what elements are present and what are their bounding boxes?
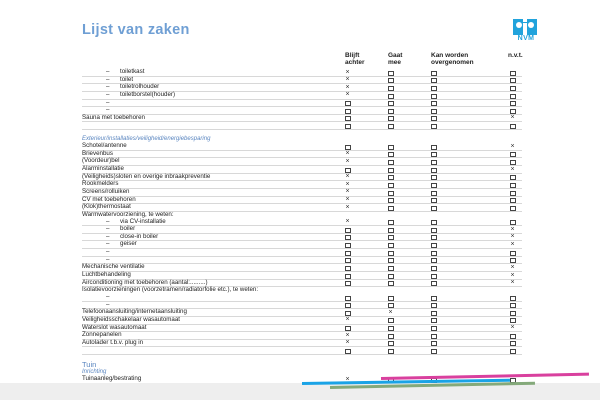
checkbox-empty[interactable] (431, 145, 437, 150)
column-header-line: Kan worden (431, 52, 469, 59)
checked-x-icon[interactable] (345, 333, 350, 337)
checkbox-empty[interactable] (345, 109, 351, 114)
table-row (82, 234, 522, 242)
checkbox-empty[interactable] (431, 326, 437, 331)
checkbox-empty[interactable] (510, 78, 516, 83)
checked-x-icon[interactable] (510, 325, 515, 329)
checkbox-empty[interactable] (388, 228, 394, 233)
dash-bullet: – (106, 248, 110, 256)
checkbox-empty[interactable] (388, 168, 394, 173)
table-row (82, 100, 522, 108)
nvm-logo-icon (513, 19, 537, 35)
row-label: (Klok)thermostaat (82, 203, 131, 211)
row-label: toiletrolhouder (120, 83, 160, 91)
column-header-line: n.v.t. (508, 52, 523, 59)
table-row (82, 317, 522, 325)
checkbox-empty[interactable] (345, 274, 351, 279)
table-row (82, 219, 522, 227)
checkbox-empty[interactable] (510, 94, 516, 99)
column-header-gaat-mee (388, 52, 402, 66)
checkbox-empty[interactable] (431, 183, 437, 188)
checkbox-empty[interactable] (345, 349, 351, 354)
table-row (82, 92, 522, 100)
row-label: Tuinaanleg/bestrating (82, 375, 142, 383)
checkbox-empty[interactable] (388, 274, 394, 279)
checked-x-icon[interactable] (510, 115, 515, 119)
checkbox-empty[interactable] (345, 101, 351, 106)
checkbox-empty[interactable] (510, 251, 516, 256)
checkbox-empty[interactable] (388, 160, 394, 165)
dash-bullet: – (106, 83, 110, 91)
checkbox-empty[interactable] (431, 243, 437, 248)
checkbox-empty[interactable] (431, 341, 437, 346)
checked-x-icon[interactable] (345, 205, 350, 209)
row-label: Zonnepanelen (82, 331, 122, 339)
checkbox-empty[interactable] (431, 258, 437, 263)
checked-x-icon[interactable] (510, 144, 515, 148)
checkbox-empty[interactable] (388, 258, 394, 263)
checkbox-empty[interactable] (431, 86, 437, 91)
dash-bullet: – (106, 300, 110, 308)
row-label: geiser (120, 240, 137, 248)
table-row (82, 143, 522, 151)
dash-bullet: – (106, 90, 110, 98)
dash-bullet: – (106, 98, 110, 106)
checkbox-empty[interactable] (345, 235, 351, 240)
checkbox-empty[interactable] (388, 71, 394, 76)
column-header-kan-worden-overgenomen (431, 52, 474, 66)
table-row (82, 325, 522, 333)
checkbox-empty[interactable] (388, 334, 394, 339)
checkbox-empty[interactable] (431, 71, 437, 76)
checkbox-empty[interactable] (388, 94, 394, 99)
row-label: boiler (120, 225, 136, 233)
table-row (82, 107, 522, 115)
checkbox-empty[interactable] (510, 183, 516, 188)
checkbox-empty[interactable] (388, 220, 394, 225)
row-label: close-in boiler (120, 232, 159, 240)
dash-bullet: – (106, 255, 110, 263)
table-row (82, 340, 522, 348)
table-row (82, 241, 522, 249)
checkbox-empty[interactable] (388, 152, 394, 157)
checkbox-empty[interactable] (431, 78, 437, 83)
checkbox-empty[interactable] (431, 116, 437, 121)
checkbox-empty[interactable] (510, 198, 516, 203)
checkbox-empty[interactable] (345, 311, 351, 316)
row-label: (Voordeur)bel (82, 157, 120, 165)
checkbox-empty[interactable] (345, 258, 351, 263)
table-row (82, 69, 522, 77)
checkbox-empty[interactable] (345, 168, 351, 173)
checkbox-empty[interactable] (431, 94, 437, 99)
checkbox-empty[interactable] (388, 101, 394, 106)
checkbox-empty[interactable] (388, 318, 394, 323)
checkbox-empty[interactable] (388, 191, 394, 196)
checkbox-empty[interactable] (510, 349, 516, 354)
checkbox-empty[interactable] (345, 145, 351, 150)
checkbox-empty[interactable] (388, 296, 394, 301)
table-row (82, 332, 522, 340)
checkbox-empty[interactable] (388, 145, 394, 150)
checkbox-empty[interactable] (388, 78, 394, 83)
section-heading: Exterieur/installaties/veiligheid/energiebesparing (82, 136, 211, 143)
table-row (82, 257, 522, 265)
row-label: Luchtbehandeling (82, 271, 131, 279)
checkbox-empty[interactable] (431, 334, 437, 339)
checkbox-empty[interactable] (431, 168, 437, 173)
checked-x-icon[interactable] (345, 174, 350, 178)
checkbox-empty[interactable] (510, 86, 516, 91)
checkbox-empty[interactable] (345, 228, 351, 233)
checkbox-empty[interactable] (388, 349, 394, 354)
table-row (82, 181, 522, 189)
checkbox-empty[interactable] (431, 274, 437, 279)
row-label: Warmwatervoorziening, te weten: (82, 210, 174, 218)
checkbox-empty[interactable] (345, 124, 351, 129)
table-row (82, 347, 522, 355)
row-label: CV met toebehoren (82, 195, 136, 203)
checkbox-empty[interactable] (431, 228, 437, 233)
checked-x-icon[interactable] (345, 77, 350, 81)
checkbox-empty[interactable] (388, 235, 394, 240)
row-label: Screens/rolluiken (82, 187, 130, 195)
checked-x-icon[interactable] (345, 340, 350, 344)
table-row (82, 197, 522, 205)
row-label: via CV-installatie (120, 217, 166, 225)
checked-x-icon[interactable] (510, 273, 515, 277)
checked-x-icon[interactable] (345, 159, 350, 163)
inventory-table (82, 69, 522, 391)
checkbox-empty[interactable] (431, 109, 437, 114)
column-header-line: mee (388, 59, 402, 66)
checkbox-empty[interactable] (510, 152, 516, 157)
row-label: toiletborstel(houder) (120, 90, 176, 98)
checkbox-empty[interactable] (510, 175, 516, 180)
column-header-line: Blijft (345, 52, 360, 59)
row-label: Veiligheidsschakelaar wasautomaat (82, 315, 181, 323)
checkbox-empty[interactable] (388, 183, 394, 188)
row-label: Rookmelders (82, 180, 119, 188)
table-row (82, 174, 522, 182)
checkbox-empty[interactable] (510, 258, 516, 263)
checkbox-empty[interactable] (510, 109, 516, 114)
checkbox-empty[interactable] (510, 303, 516, 308)
checkbox-empty[interactable] (345, 266, 351, 271)
checkbox-empty[interactable] (388, 326, 394, 331)
checked-x-icon[interactable] (345, 377, 350, 381)
checkbox-empty[interactable] (510, 341, 516, 346)
checkbox-empty[interactable] (431, 191, 437, 196)
checkbox-empty[interactable] (510, 191, 516, 196)
checked-x-icon[interactable] (510, 167, 515, 171)
checkbox-empty[interactable] (431, 281, 437, 286)
column-header-line: achter (345, 59, 365, 66)
checkbox-empty[interactable] (431, 266, 437, 271)
checkbox-empty[interactable] (388, 243, 394, 248)
checked-x-icon[interactable] (345, 317, 350, 321)
dash-bullet: – (106, 217, 110, 225)
section-heading: Inrichting (82, 369, 107, 376)
checkbox-empty[interactable] (431, 124, 437, 129)
checkbox-empty[interactable] (345, 326, 351, 331)
checkbox-empty[interactable] (431, 220, 437, 225)
checkbox-empty[interactable] (388, 303, 394, 308)
column-header-nvt (508, 52, 523, 59)
checkbox-empty[interactable] (510, 318, 516, 323)
checkbox-empty[interactable] (431, 318, 437, 323)
checked-x-icon[interactable] (345, 197, 350, 201)
checkbox-empty[interactable] (345, 281, 351, 286)
checkbox-empty[interactable] (510, 296, 516, 301)
row-label: Schotel/antenne (82, 142, 127, 150)
checked-x-icon[interactable] (510, 280, 515, 284)
checkbox-empty[interactable] (510, 220, 516, 225)
checked-x-icon[interactable] (388, 310, 393, 314)
checkbox-empty[interactable] (510, 160, 516, 165)
checkbox-empty[interactable] (431, 311, 437, 316)
column-header-line: overgenomen (431, 59, 474, 66)
checkbox-empty[interactable] (431, 303, 437, 308)
checkbox-empty[interactable] (431, 206, 437, 211)
dash-bullet: – (106, 292, 110, 300)
row-label: (Veiligheids)sloten en overige inbraakpreventie (82, 172, 211, 180)
checked-x-icon[interactable] (510, 227, 515, 231)
checkbox-empty[interactable] (431, 296, 437, 301)
checked-x-icon[interactable] (345, 85, 350, 89)
checkbox-empty[interactable] (388, 266, 394, 271)
checked-x-icon[interactable] (510, 265, 515, 269)
checked-x-icon[interactable] (345, 70, 350, 74)
row-label: Alarminstallatie (82, 165, 124, 173)
dash-bullet: – (106, 68, 110, 75)
section-title: Tuin (82, 360, 97, 370)
checkbox-empty[interactable] (388, 109, 394, 114)
table-row (82, 249, 522, 257)
checkbox-empty[interactable] (431, 175, 437, 180)
checkbox-empty[interactable] (510, 311, 516, 316)
row-label: Mechanische ventilatie (82, 263, 145, 271)
row-label: Sauna met toebehoren (82, 113, 145, 121)
checked-x-icon[interactable] (345, 219, 350, 223)
logo-text: NVM (517, 35, 535, 42)
checkbox-empty[interactable] (431, 349, 437, 354)
checkbox-empty[interactable] (431, 198, 437, 203)
table-row (82, 264, 522, 272)
checkbox-empty[interactable] (510, 71, 516, 76)
table-row (82, 294, 522, 302)
dash-bullet: – (106, 75, 110, 83)
checked-x-icon[interactable] (510, 234, 515, 238)
checkbox-empty[interactable] (388, 175, 394, 180)
checkbox-empty[interactable] (388, 251, 394, 256)
table-row (82, 115, 522, 123)
checkbox-empty[interactable] (431, 251, 437, 256)
table-row (82, 158, 522, 166)
checkbox-empty[interactable] (431, 152, 437, 157)
checkbox-empty[interactable] (431, 235, 437, 240)
page-bottom-edge (0, 383, 600, 400)
checkbox-empty[interactable] (388, 116, 394, 121)
checked-x-icon[interactable] (345, 189, 350, 193)
checkbox-empty[interactable] (431, 101, 437, 106)
checkbox-empty[interactable] (388, 86, 394, 91)
dash-bullet: – (106, 240, 110, 248)
checkbox-empty[interactable] (431, 160, 437, 165)
checkbox-empty[interactable] (345, 251, 351, 256)
row-label: Autolader t.b.v. plug in (82, 338, 144, 346)
checkbox-empty[interactable] (510, 124, 516, 129)
checkbox-empty[interactable] (388, 281, 394, 286)
checked-x-icon[interactable] (345, 182, 350, 186)
checkbox-empty[interactable] (345, 116, 351, 121)
dash-bullet: – (106, 225, 110, 233)
checkbox-empty[interactable] (388, 341, 394, 346)
row-label: Waterslot wasautomaat (82, 323, 147, 331)
row-label: Isolatievoorzieningen (voorzetramen/radiatorfolie etc.), te weten: (82, 286, 259, 294)
row-label: toiletkast (120, 68, 145, 75)
checkbox-empty[interactable] (345, 243, 351, 248)
row-label: toilet (120, 75, 134, 83)
table-row (82, 151, 522, 159)
dash-bullet: – (106, 106, 110, 114)
checkbox-empty[interactable] (388, 198, 394, 203)
row-label: Brievenbus (82, 149, 113, 157)
checkbox-empty[interactable] (510, 206, 516, 211)
checkbox-empty[interactable] (388, 124, 394, 129)
row-label: Airconditioning met toebehoren (aantal:.........) (82, 278, 208, 286)
checkbox-empty[interactable] (345, 303, 351, 308)
checked-x-icon[interactable] (345, 92, 350, 96)
table-row (82, 287, 522, 294)
checked-x-icon[interactable] (510, 242, 515, 246)
checkbox-empty[interactable] (345, 296, 351, 301)
checkbox-empty[interactable] (510, 101, 516, 106)
column-header-line: Gaat (388, 52, 403, 59)
nvm-logo (509, 19, 541, 45)
checkbox-empty[interactable] (510, 334, 516, 339)
table-row (82, 122, 522, 130)
row-label: Telefoonaansluiting/internetaansluiting (82, 308, 187, 316)
checkbox-empty[interactable] (388, 206, 394, 211)
dash-bullet: – (106, 232, 110, 240)
checked-x-icon[interactable] (345, 151, 350, 155)
page-title: Lijst van zaken (82, 22, 190, 38)
column-header-blijft-achter (345, 52, 365, 66)
table-row (82, 189, 522, 197)
